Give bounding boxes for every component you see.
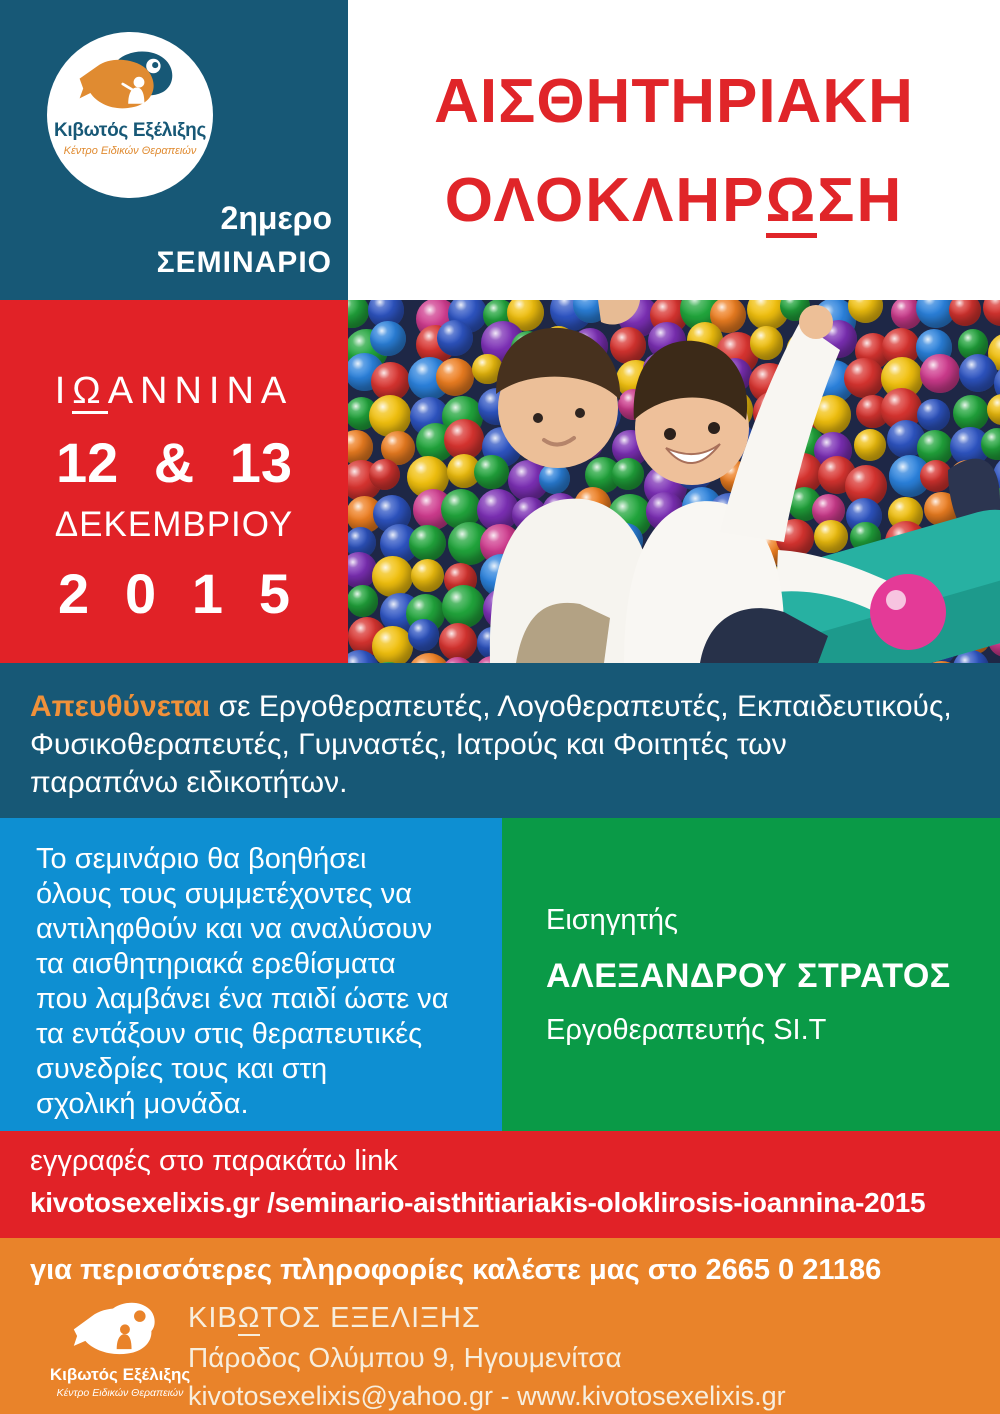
year-digit: 0 [124,561,157,625]
brand-name: Κιβωτός Εξέλιξης [49,1365,191,1384]
ampersand: & [153,430,195,494]
brand-tagline: Κέντρο Ειδικών Θεραπειών [56,1387,184,1399]
separator: - [500,1380,510,1411]
seminar-description [0,818,502,1131]
fish-logo-icon [74,48,186,120]
speaker-panel [502,818,1000,1131]
audience-band [0,663,1000,818]
audience-line-1 [30,688,985,726]
audience-line-2: Φυσικοθεραπευτές, Γυμναστές, Ιατρούς και Φοιτητές των [30,728,787,761]
description-line: που λαμβάνει ένα παιδί ώστε να [36,983,449,1015]
street-address: Πάροδος Ολύμπου 9, Ηγουμενίτσα [188,1341,622,1373]
description-line: όλους τους συμμετέχοντες να [36,878,412,910]
website-url: www.kivotosexelixis.gr [517,1380,786,1411]
registration-band [0,1131,1000,1238]
title-panel [348,0,1000,300]
event-city [0,370,348,414]
audience-line-1-rest: σε Εργοθεραπευτές, Λογοθεραπευτές, Εκπαιδευτικούς, [218,690,952,723]
year-digit: 1 [191,561,224,625]
city-post: ΑΝΝΙΝΑ [107,370,294,412]
page-title [348,0,1000,238]
title-line-2 [348,165,1000,238]
event-day-1: 12 [56,430,119,494]
organization-name [188,1302,786,1336]
event-duration: 2ημερο [220,200,332,236]
event-date-panel [0,300,348,663]
underlined-omega: Ω [766,170,818,238]
registration-link: kivotosexelixis.gr /seminario-aisthitiariakis-oloklirosis-ioannina-2015 [30,1187,926,1218]
speaker-name: ΑΛΕΞΑΝΔΡΟΥ ΣΤΡΑΤΟΣ [546,957,951,995]
title-line-2-pre: ΟΛΟΚΛΗΡ [444,166,766,235]
brand-name: Κιβωτός Εξέλιξης [53,120,207,141]
ballpit-photo [348,300,1000,663]
footer-brand-logo [30,1298,210,1399]
brand-tagline: Κέντρο Ειδικών Θεραπειών [63,145,197,157]
phone-info-prefix: για περισσότερες πληροφορίες καλέστε μας στο [30,1254,698,1286]
event-day-2: 13 [229,430,292,494]
email-address: kivotosexelixis@yahoo.gr [188,1380,494,1411]
year-digit: 2 [58,561,90,625]
description-line: Το σεμινάριο θα βοηθήσει [36,843,367,875]
event-days [0,430,348,495]
header-brand-panel [0,0,348,300]
description-line: τα εντάξουν στις θεραπευτικές [36,1018,423,1050]
year-digit: 5 [258,561,290,625]
audience-line-3: παραπάνω ειδικοτήτων. [30,766,348,799]
fish-logo-icon [66,1298,174,1364]
speaker-title: Εργοθεραπευτής SI.T [546,1014,827,1046]
audience-highlight: Απευθύνεται [30,690,211,723]
children-illustration [348,300,1000,663]
event-format: ΣΕΜΙΝΑΡΙΟ [156,246,332,279]
brand-logo [47,32,213,198]
event-year [0,561,348,626]
footer-address-block [188,1302,786,1412]
title-line-2-post: ΣΗ [817,166,904,235]
phone-number: 2665 0 21186 [705,1254,882,1286]
event-type [157,200,332,280]
description-line: αντιληφθούν και να αναλύσουν [36,913,433,945]
description-line: τα αισθητηριακά ερεθίσματα [36,948,396,980]
title-line-1: ΑΙΣΘΗΤΗΡΙΑΚΗ [434,67,914,136]
registration-intro: εγγραφές στο παρακάτω link [30,1145,398,1177]
org-pre: ΚΙΒ [188,1302,238,1334]
description-line: σχολική μονάδα. [36,1088,249,1120]
city-pre: Ι [54,370,73,412]
event-month: ΔΕΚΕΜΒΡΙΟΥ [54,504,294,544]
org-post: ΤΟΣ ΕΞΕΛΙΞΗΣ [260,1302,481,1334]
description-line: συνεδρίες τους και στη [36,1053,328,1085]
speaker-label: Εισηγητής [546,904,679,936]
underlined-omega: Ω [72,370,108,412]
underlined-omega: Ω [237,1302,261,1334]
contact-line [188,1381,786,1412]
phone-info-line [0,1238,1000,1287]
footer [0,1238,1000,1414]
